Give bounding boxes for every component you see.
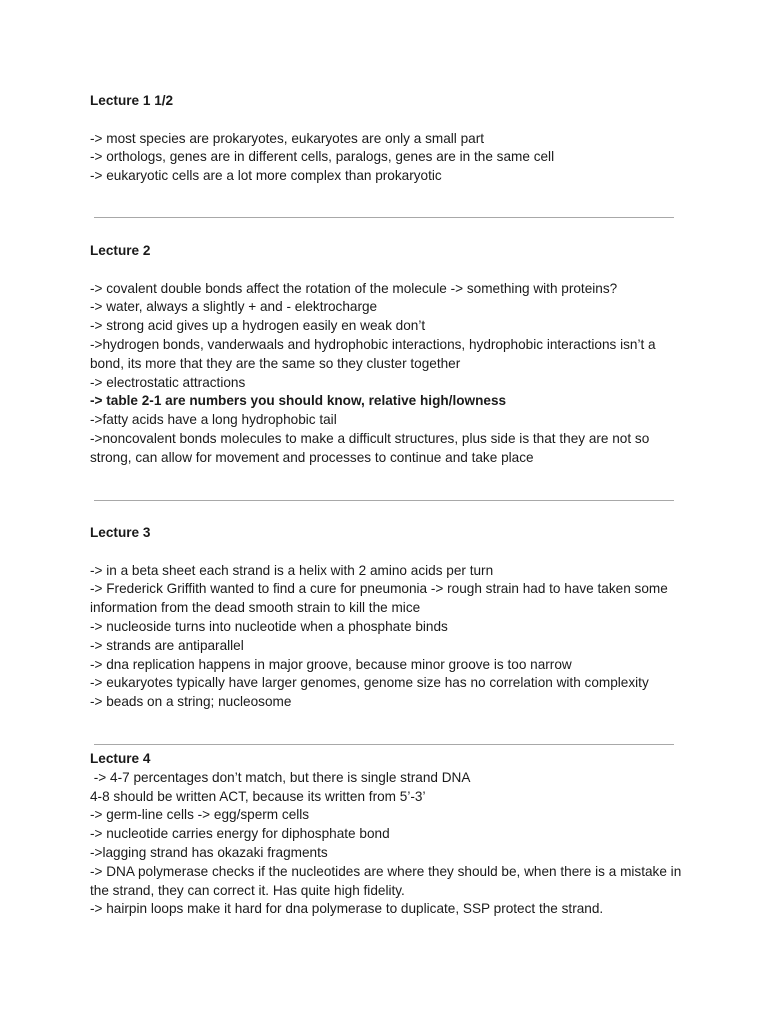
section-lecture-4 [90, 750, 690, 919]
note-line: -> water, always a slightly + and - elektrocharge [90, 299, 378, 315]
note-line: -> dna replication happens in major groove, because minor groove is too narrow [90, 656, 572, 672]
section-lecture-1 [90, 92, 690, 186]
note-line: -> Frederick Griffith wanted to find a cure for pneumonia -> rough strain had to have taken some information from the dead smooth strain to kill the mice [90, 581, 668, 616]
note-line: -> strong acid gives up a hydrogen easily en weak don’t [90, 318, 426, 334]
section-lecture-2 [90, 242, 690, 468]
section-divider [94, 217, 674, 218]
note-line: ->noncovalent bonds molecules to make a difficult structures, plus side is that they are not so strong, can allow for movement and processes to continue and take place [90, 430, 650, 465]
section-title: Lecture 1 1/2 [90, 93, 174, 108]
note-line: -> covalent double bonds affect the rotation of the molecule -> something with proteins? [90, 280, 618, 296]
note-line: -> in a beta sheet each strand is a helix with 2 amino acids per turn [90, 562, 494, 578]
note-line: 4-8 should be written ACT, because its written from 5’-3’ [90, 788, 426, 804]
note-line: -> strands are antiparallel [90, 637, 244, 653]
note-line: -> germ-line cells -> egg/sperm cells [90, 807, 310, 823]
note-line: ->hydrogen bonds, vanderwaals and hydrophobic interactions, hydrophobic interactions isn’t a bond, its more that they are the same so they cluster together [90, 336, 656, 371]
note-line: -> hairpin loops make it hard for dna polymerase to duplicate, SSP protect the strand. [90, 901, 604, 917]
note-line-emphasis: -> table 2-1 are numbers you should know, relative high/lowness [90, 393, 507, 409]
note-line: -> nucleoside turns into nucleotide when a phosphate binds [90, 618, 448, 634]
note-line: -> eukaryotic cells are a lot more complex than prokaryotic [90, 168, 442, 184]
note-line: -> beads on a string; nucleosome [90, 694, 292, 710]
section-divider [94, 500, 674, 501]
note-line: -> most species are prokaryotes, eukaryotes are only a small part [90, 130, 485, 146]
note-line: -> 4-7 percentages don’t match, but there is single strand DNA [90, 769, 471, 785]
note-line: -> nucleotide carries energy for diphosphate bond [90, 826, 390, 842]
section-title: Lecture 4 [90, 751, 151, 766]
note-line: -> electrostatic attractions [90, 374, 246, 390]
note-line: ->lagging strand has okazaki fragments [90, 844, 328, 860]
section-lecture-3 [90, 524, 690, 712]
note-line: -> DNA polymerase checks if the nucleotides are where they should be, when there is a mistake in the strand, they can correct it. Has quite high fidelity. [90, 863, 682, 898]
note-line: -> orthologs, genes are in different cells, paralogs, genes are in the same cell [90, 149, 555, 165]
section-divider [94, 744, 674, 745]
section-title: Lecture 2 [90, 243, 151, 258]
section-title: Lecture 3 [90, 525, 151, 540]
note-line: -> eukaryotes typically have larger genomes, genome size has no correlation with complexity [90, 675, 649, 691]
note-line: ->fatty acids have a long hydrophobic tail [90, 412, 337, 428]
